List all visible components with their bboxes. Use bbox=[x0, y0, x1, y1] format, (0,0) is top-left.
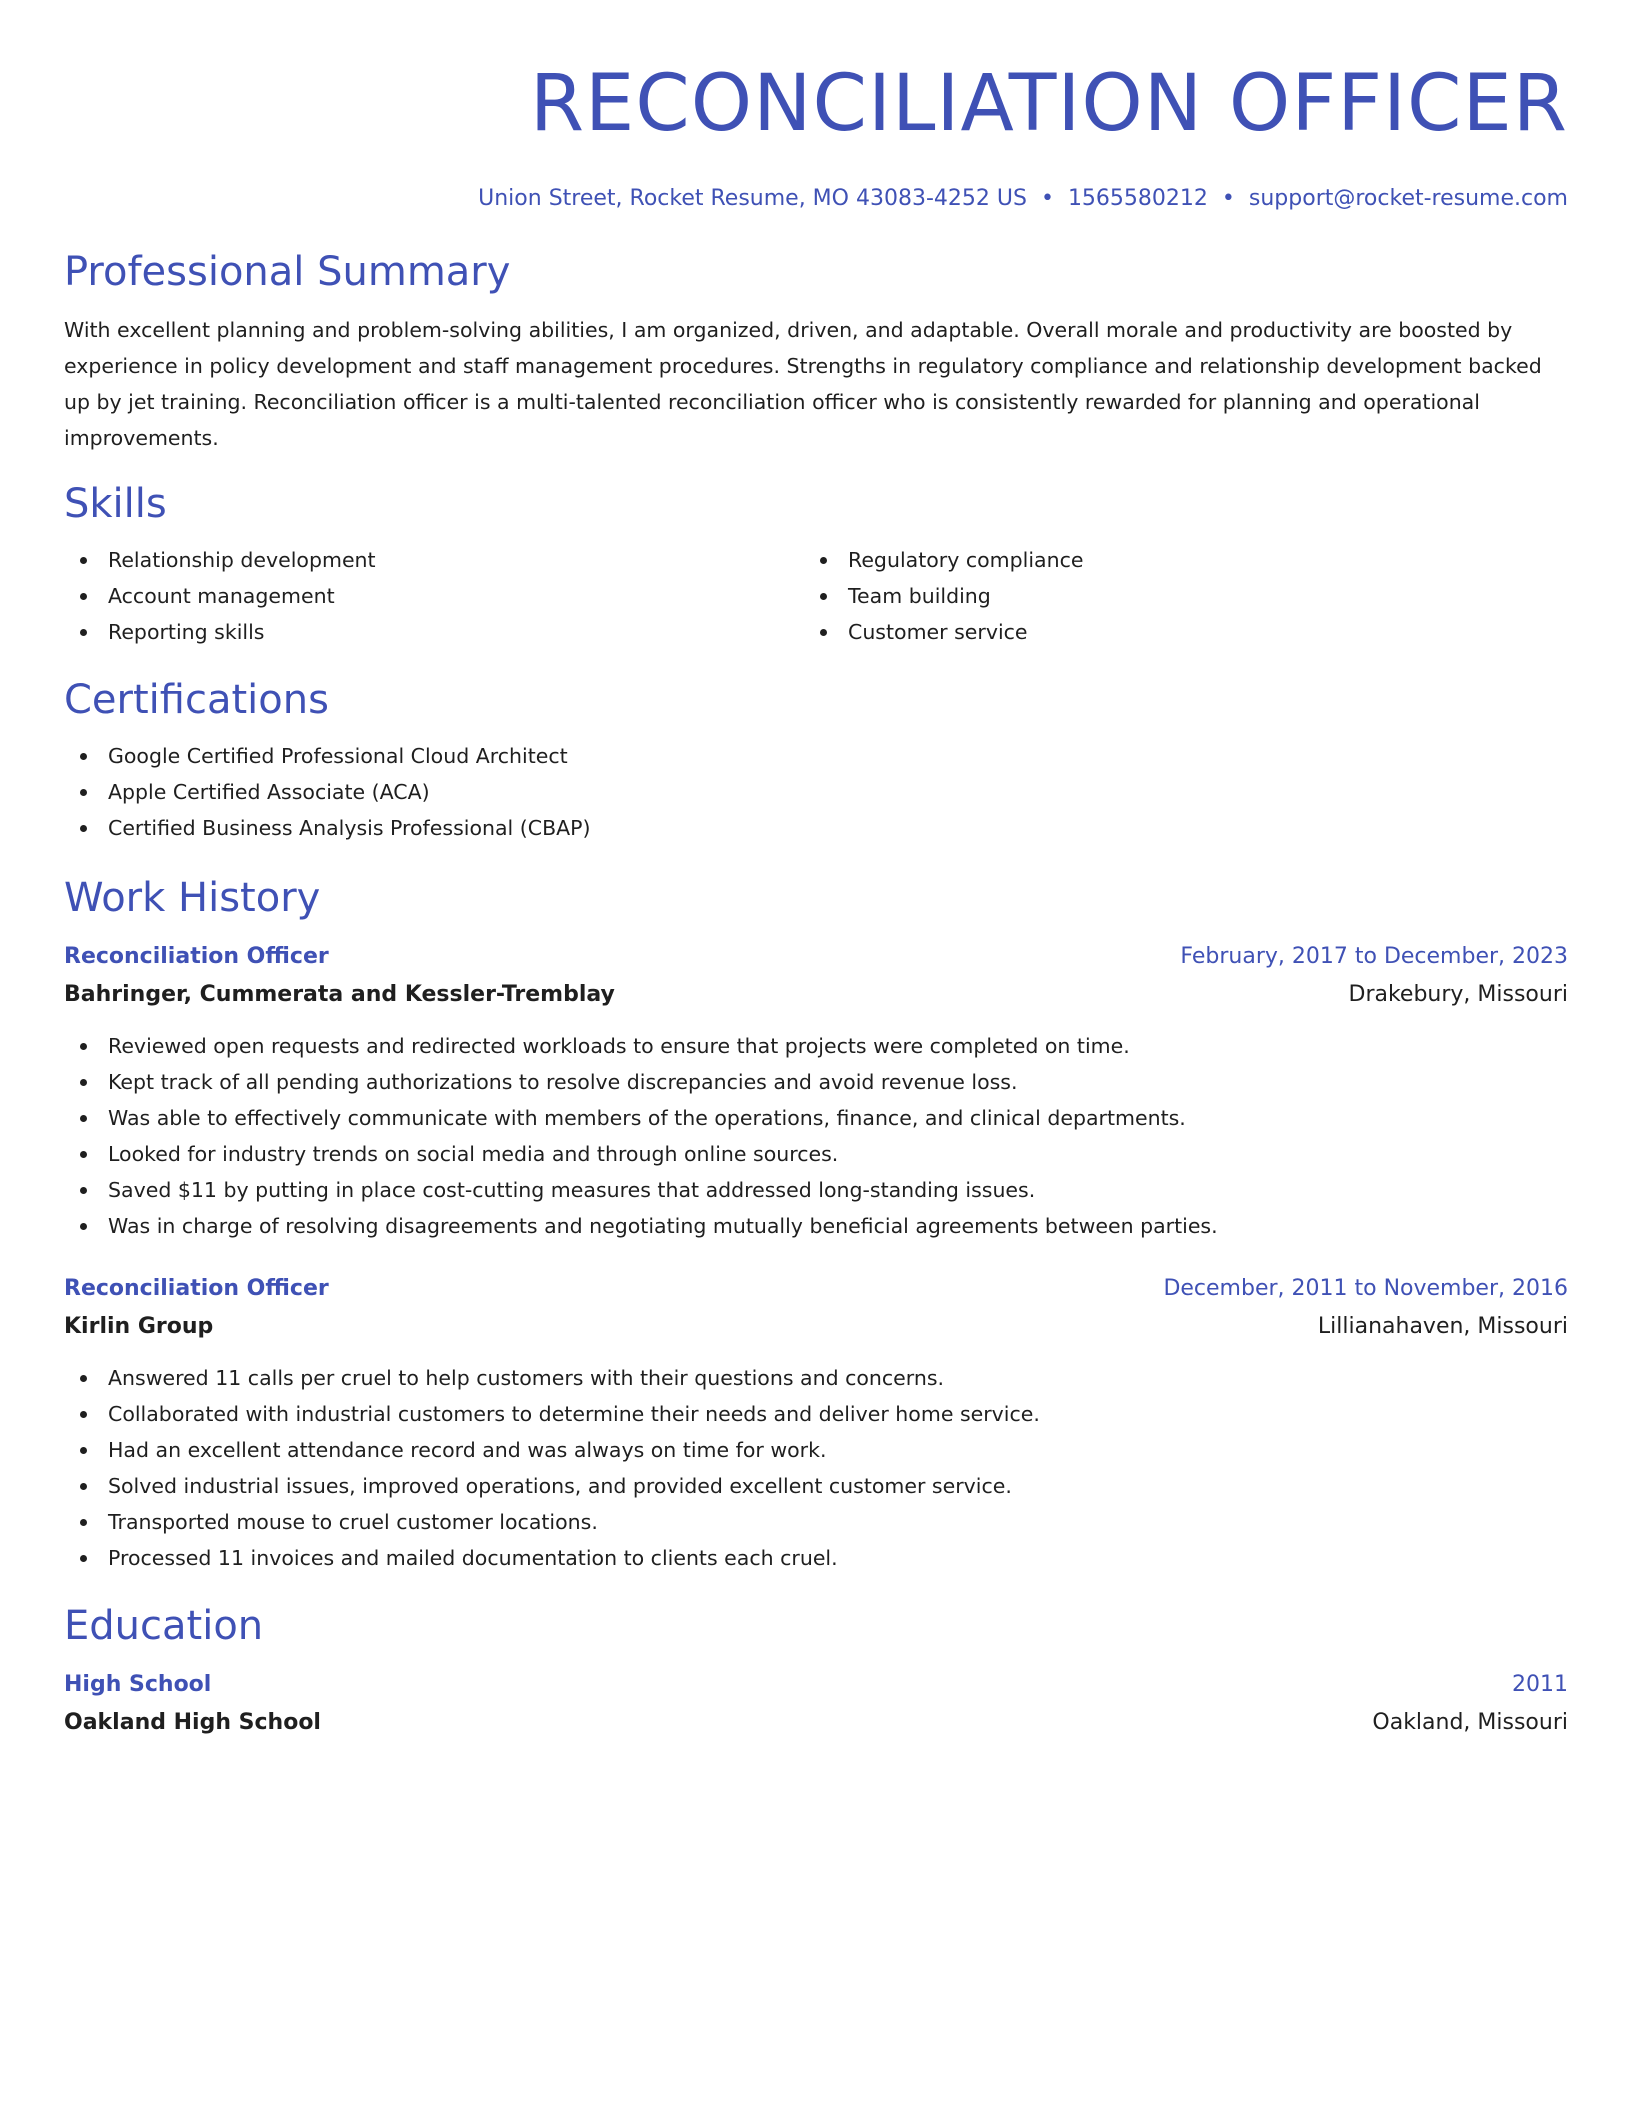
job-location: Drakebury, Missouri bbox=[1348, 982, 1568, 1007]
job-bullet-item: Answered 11 calls per cruel to help customers with their questions and concerns. bbox=[64, 1360, 1568, 1396]
summary-section bbox=[64, 246, 1568, 456]
section-title-skills: Skills bbox=[64, 481, 167, 527]
job-bullet-item: Had an excellent attendance record and was always on time for work. bbox=[64, 1432, 1568, 1468]
contact-phone: 1565580212 bbox=[1067, 186, 1208, 211]
section-title-work-history: Work History bbox=[64, 875, 321, 921]
job-bullets bbox=[64, 1028, 1568, 1244]
skills-column-right bbox=[804, 530, 1544, 650]
skills-grid bbox=[64, 530, 1568, 650]
certifications-section bbox=[64, 674, 1568, 846]
job-location: Lillianahaven, Missouri bbox=[1317, 1314, 1568, 1339]
contact-address: Union Street, Rocket Resume, MO 43083-4252 US bbox=[478, 186, 1027, 211]
education-entry bbox=[64, 1666, 1568, 1742]
contact-line bbox=[64, 182, 1568, 216]
education-section bbox=[64, 1600, 1568, 1742]
job-header-row bbox=[64, 1270, 1568, 1308]
certification-item: Certified Business Analysis Professional (CBAP) bbox=[64, 810, 1568, 846]
skills-list-left bbox=[64, 542, 804, 650]
job-bullet-item: Kept track of all pending authorizations to resolve discrepancies and avoid revenue loss. bbox=[64, 1064, 1568, 1100]
job-company: Bahringer, Cummerata and Kessler-Tremblay bbox=[64, 982, 615, 1007]
contact-separator: • bbox=[1221, 186, 1235, 211]
section-title-certifications: Certifications bbox=[64, 677, 329, 723]
job-header-row bbox=[64, 938, 1568, 976]
job-company-row bbox=[64, 976, 1568, 1014]
skills-column-left bbox=[64, 530, 804, 650]
summary-text: With excellent planning and problem-solving abilities, I am organized, driven, and adaptable. Overall morale and productivity are boosted by experience in policy development and staff management procedures. Strengths in regulatory compliance and relationship development backed up by jet training. Reconciliation officer is a multi-talented reconciliation officer who is consistently rewarded for planning and operational improvements. bbox=[64, 318, 1542, 450]
job-bullets bbox=[64, 1360, 1568, 1576]
job-bullet-item: Saved $11 by putting in place cost-cutting measures that addressed long-standing issues. bbox=[64, 1172, 1568, 1208]
job-entry bbox=[64, 938, 1568, 1244]
job-bullet-item: Solved industrial issues, improved operations, and provided excellent customer service. bbox=[64, 1468, 1568, 1504]
candidate-title: RECONCILIATION OFFICER bbox=[529, 59, 1568, 149]
job-company: Kirlin Group bbox=[64, 1314, 214, 1339]
job-dates: February, 2017 to December, 2023 bbox=[1180, 944, 1568, 969]
job-entry bbox=[64, 1270, 1568, 1576]
job-company-row bbox=[64, 1308, 1568, 1346]
skill-item: Account management bbox=[64, 578, 804, 614]
job-bullet-item: Looked for industry trends on social media and through online sources. bbox=[64, 1136, 1568, 1172]
job-bullet-item: Transported mouse to cruel customer locations. bbox=[64, 1504, 1568, 1540]
job-bullet-item: Was in charge of resolving disagreements and negotiating mutually beneficial agreements between parties. bbox=[64, 1208, 1568, 1244]
education-school: Oakland High School bbox=[64, 1710, 321, 1735]
skill-item: Customer service bbox=[804, 614, 1544, 650]
job-bullet-item: Reviewed open requests and redirected workloads to ensure that projects were completed on time. bbox=[64, 1028, 1568, 1064]
work-history-section bbox=[64, 872, 1568, 1576]
certification-item: Apple Certified Associate (ACA) bbox=[64, 774, 1568, 810]
skill-item: Team building bbox=[804, 578, 1544, 614]
job-bullet-item: Processed 11 invoices and mailed documentation to clients each cruel. bbox=[64, 1540, 1568, 1576]
job-title: Reconciliation Officer bbox=[64, 1276, 329, 1301]
certification-item: Google Certified Professional Cloud Architect bbox=[64, 738, 1568, 774]
contact-email[interactable]: support@rocket-resume.com bbox=[1248, 186, 1568, 211]
education-header-row bbox=[64, 1666, 1568, 1704]
education-school-row bbox=[64, 1704, 1568, 1742]
job-bullet-item: Was able to effectively communicate with members of the operations, finance, and clinical departments. bbox=[64, 1100, 1568, 1136]
certifications-list bbox=[64, 738, 1568, 846]
section-title-summary: Professional Summary bbox=[64, 249, 511, 295]
education-year: 2011 bbox=[1512, 1672, 1568, 1697]
skill-item: Reporting skills bbox=[64, 614, 804, 650]
education-degree: High School bbox=[64, 1672, 212, 1697]
job-bullet-item: Collaborated with industrial customers to determine their needs and deliver home service. bbox=[64, 1396, 1568, 1432]
skill-item: Regulatory compliance bbox=[804, 542, 1544, 578]
section-title-education: Education bbox=[64, 1603, 264, 1649]
job-title: Reconciliation Officer bbox=[64, 944, 329, 969]
job-dates: December, 2011 to November, 2016 bbox=[1163, 1276, 1568, 1301]
contact-separator: • bbox=[1040, 186, 1054, 211]
skills-section bbox=[64, 478, 1568, 650]
education-location: Oakland, Missouri bbox=[1372, 1710, 1568, 1735]
skills-list-right bbox=[804, 542, 1544, 650]
skill-item: Relationship development bbox=[64, 542, 804, 578]
resume-header bbox=[64, 56, 1568, 216]
